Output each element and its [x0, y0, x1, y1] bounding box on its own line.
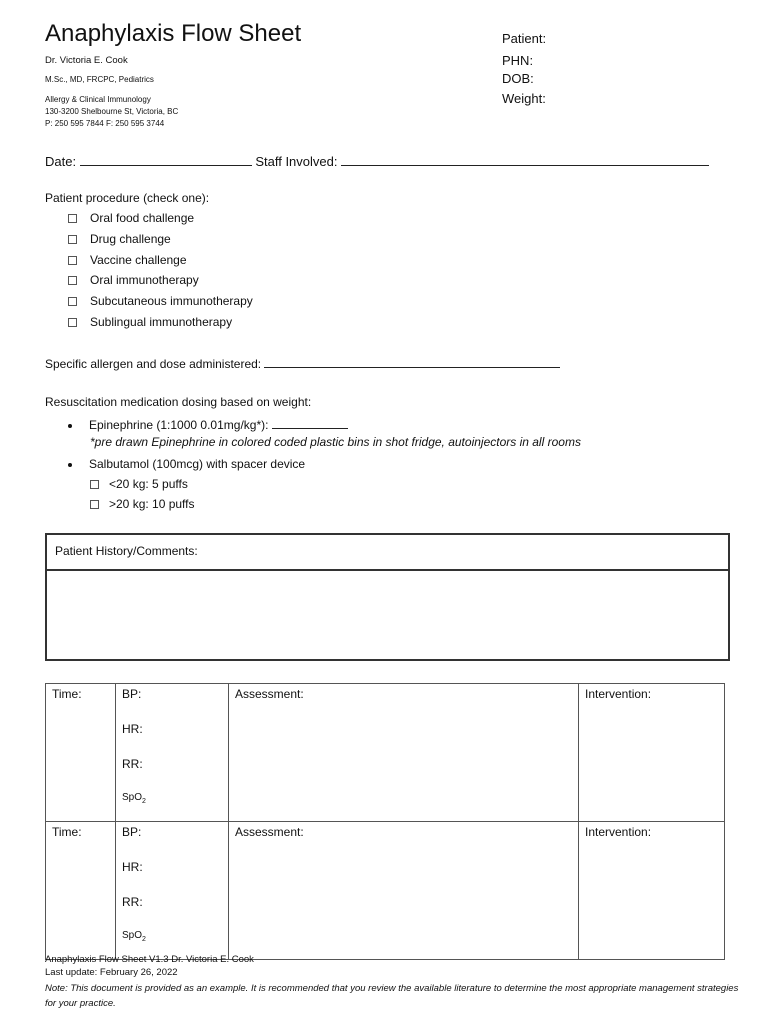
allergen-blank[interactable]	[264, 355, 560, 368]
checkbox-icon[interactable]	[68, 318, 77, 327]
checkbox-icon[interactable]	[68, 235, 77, 244]
dob-label: DOB:	[502, 71, 534, 86]
time-cell[interactable]: Time:	[46, 822, 116, 960]
spo2-label: SpO$_2$	[122, 792, 146, 805]
date-field	[45, 153, 709, 169]
history-heading: Patient History/Comments:	[47, 535, 728, 571]
procedure-option[interactable]: Sublingual immunotherapy	[68, 315, 232, 329]
bullet-icon	[68, 463, 72, 467]
footer-note: Note: This document is provided as an example. It is recommended that you review the available literature to determine the most appropriate management strategies for your practice.	[45, 983, 739, 1009]
salbutamol-option[interactable]: <20 kg: 5 puffs	[90, 477, 188, 491]
phn-label: PHN:	[502, 53, 534, 68]
procedure-heading: Patient procedure (check one):	[45, 191, 210, 205]
hr-label: HR:	[122, 860, 143, 874]
checkbox-icon[interactable]	[90, 480, 99, 489]
clinic-phone-fax: P: 250 595 7844 F: 250 595 3744	[45, 119, 165, 128]
vitals-cell[interactable]	[116, 684, 229, 822]
salbutamol-option[interactable]: >20 kg: 10 puffs	[90, 497, 195, 511]
checkbox-icon[interactable]	[90, 500, 99, 509]
clinic-address: 130-3200 Shelbourne St, Victoria, BC	[45, 107, 179, 116]
epinephrine-blank[interactable]	[272, 416, 348, 429]
bp-label: BP:	[122, 825, 142, 839]
staff-label: Staff Involved:	[255, 154, 338, 169]
allergen-label: Specific allergen and dose administered:	[45, 357, 262, 371]
hr-label: HR:	[122, 722, 143, 736]
assessment-cell[interactable]: Assessment:	[229, 822, 579, 960]
checkbox-icon[interactable]	[68, 256, 77, 265]
checkbox-icon[interactable]	[68, 276, 77, 285]
epinephrine-note: *pre drawn Epinephrine in colored coded plastic bins in shot fridge, autoinjectors in all rooms	[90, 435, 581, 449]
bp-label: BP:	[122, 687, 142, 701]
spo2-label: SpO$_2$	[122, 930, 146, 943]
footer-last-update: Last update: February 26, 2022	[45, 967, 178, 978]
checkbox-icon[interactable]	[68, 297, 77, 306]
salbutamol-line	[68, 457, 305, 471]
page-title: Anaphylaxis Flow Sheet	[45, 20, 302, 47]
assessment-cell[interactable]: Assessment:	[229, 684, 579, 822]
rr-label: RR:	[122, 757, 143, 771]
intervention-cell[interactable]: Intervention:	[579, 822, 725, 960]
history-entry-area[interactable]	[47, 571, 728, 659]
date-label: Date:	[45, 154, 77, 169]
epinephrine-label: Epinephrine (1:1000 0.01mg/kg*):	[89, 418, 269, 432]
salbutamol-label: Salbutamol (100mcg) with spacer device	[89, 457, 306, 471]
epinephrine-line	[68, 416, 348, 432]
patient-label: Patient:	[502, 31, 547, 46]
vitals-row	[46, 822, 725, 960]
procedure-option[interactable]: Subcutaneous immunotherapy	[68, 294, 253, 308]
doctor-name: Dr. Victoria E. Cook	[45, 55, 128, 66]
resuscitation-heading: Resuscitation medication dosing based on weight:	[45, 395, 312, 409]
bullet-icon	[68, 424, 72, 428]
staff-blank[interactable]	[341, 153, 709, 166]
rr-label: RR:	[122, 895, 143, 909]
time-cell[interactable]: Time:	[46, 684, 116, 822]
vitals-cell[interactable]	[116, 822, 229, 960]
history-box	[45, 533, 730, 661]
date-blank[interactable]	[80, 153, 252, 166]
procedure-option[interactable]: Drug challenge	[68, 232, 171, 246]
vitals-row	[46, 684, 725, 822]
doctor-credentials: M.Sc., MD, FRCPC, Pediatrics	[45, 75, 154, 84]
procedure-option[interactable]: Oral food challenge	[68, 211, 194, 225]
intervention-cell[interactable]: Intervention:	[579, 684, 725, 822]
procedure-option[interactable]: Vaccine challenge	[68, 253, 187, 267]
checkbox-icon[interactable]	[68, 214, 77, 223]
allergen-field	[45, 355, 560, 371]
footer-version: Anaphylaxis Flow Sheet V1.3 Dr. Victoria E. Cook	[45, 954, 254, 965]
procedure-option[interactable]: Oral immunotherapy	[68, 273, 199, 287]
doctor-specialty: Allergy & Clinical Immunology	[45, 95, 151, 104]
vitals-table	[45, 683, 725, 960]
weight-label: Weight:	[502, 91, 546, 106]
